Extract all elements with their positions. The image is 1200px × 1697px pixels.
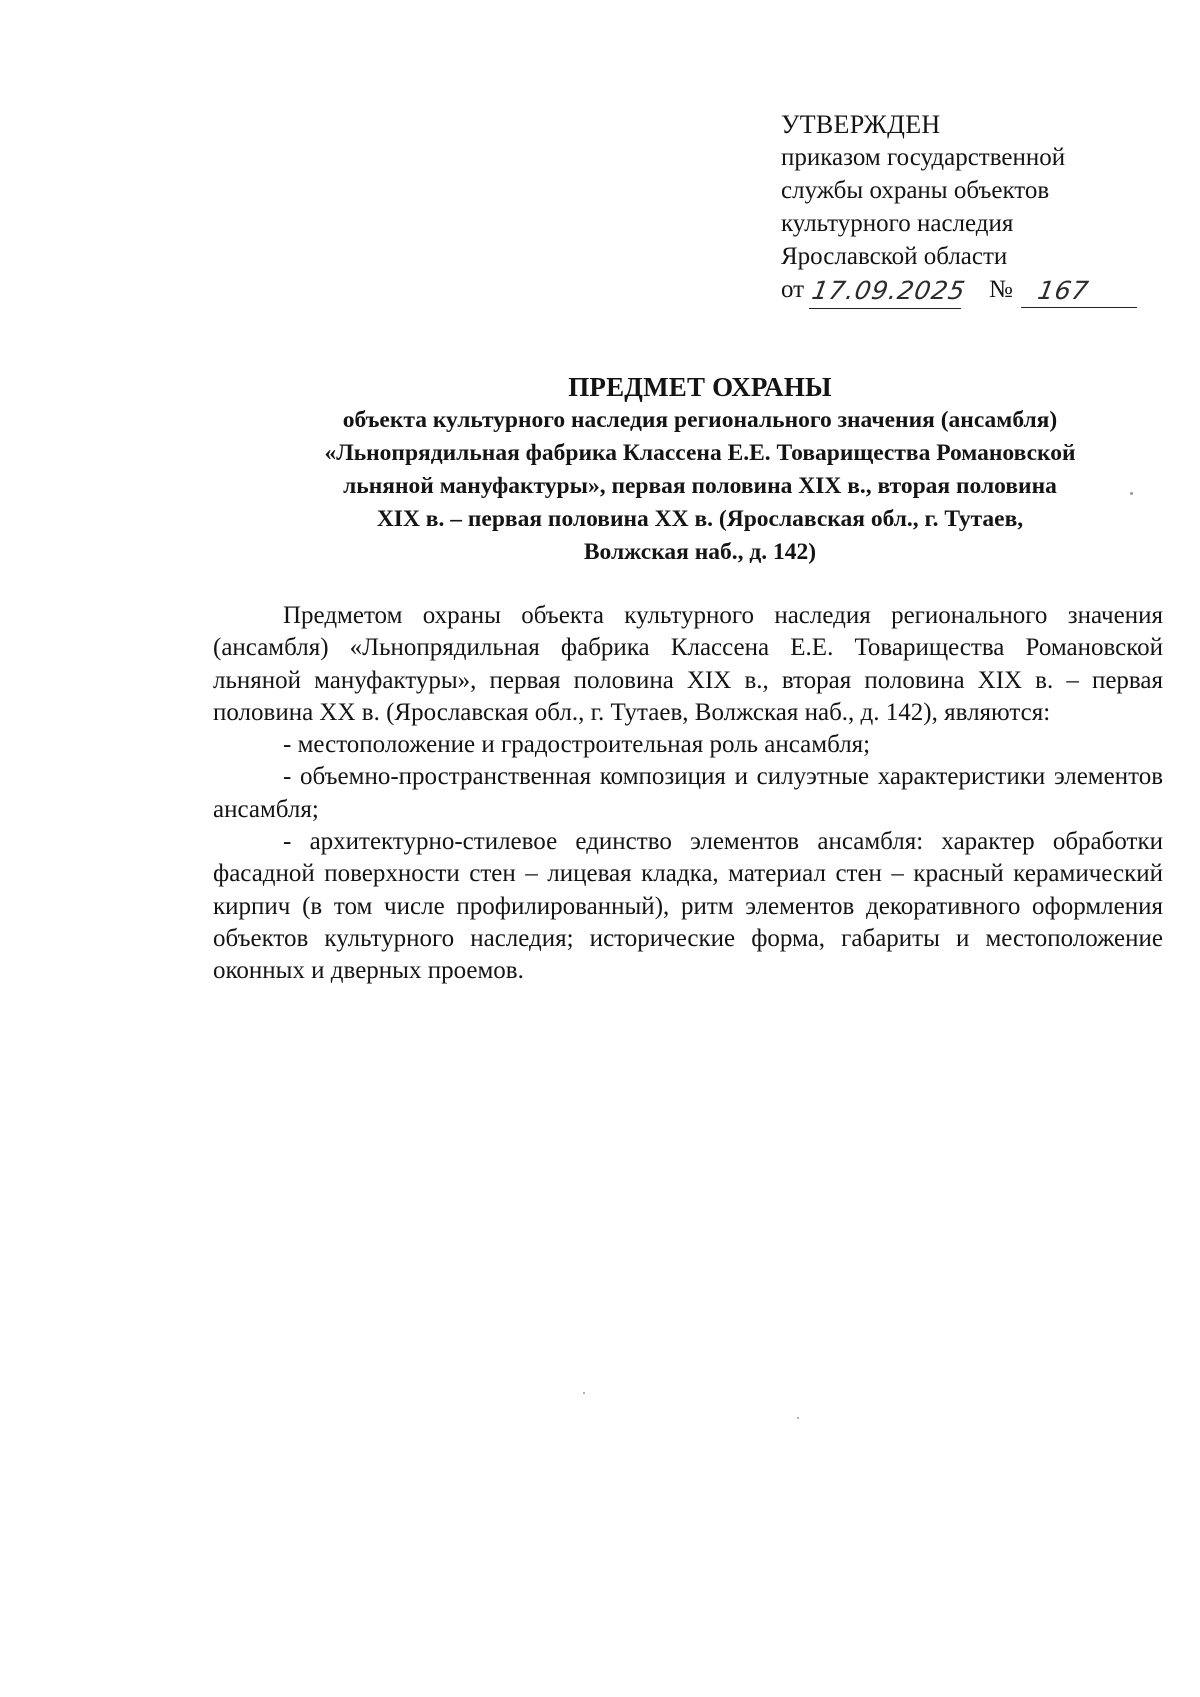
heading-line: Волжская наб., д. 142) xyxy=(583,539,817,565)
list-item: - объемно-пространственная композиция и силуэтные характеристики элементов ансамбля; xyxy=(213,763,1163,823)
approval-line: приказом государственной xyxy=(781,144,1066,171)
document-title: ПРЕДМЕТ ОХРАНЫ xyxy=(568,372,832,402)
heading-line: «Льнопрядильная фабрика Классена Е.Е. Товарищества Романовской xyxy=(324,440,1076,466)
scan-speck xyxy=(583,1392,585,1394)
heading-line: льняной мануфактуры», первая половина XIX в., вторая половина xyxy=(343,473,1057,499)
scan-speck xyxy=(1130,492,1133,495)
approval-date-line xyxy=(781,273,1141,306)
intro-paragraph: Предметом охраны объекта культурного наследия регионального значения (ансамбля) «Льнопрядильная фабрика Классена Е.Е. Товарищества Романовской льняной мануфактуры», первая половина XIX в., вторая половина XIX в. – первая половина XX в. (Ярославская обл., г. Тутаев, Волжская наб., д. 142), являются: xyxy=(213,602,1163,726)
handwritten-date: 17.09.2025 xyxy=(809,278,966,309)
scan-speck xyxy=(797,1417,799,1419)
approval-title: УТВЕРЖДЕН xyxy=(781,110,941,139)
approval-line: Ярославской области xyxy=(781,243,1008,270)
approval-line: культурного наследия xyxy=(781,210,1014,237)
document-heading xyxy=(200,370,1200,569)
list-item: - местоположение и градостроительная роль ансамбля; xyxy=(283,731,871,759)
approval-line: службы охраны объектов xyxy=(781,177,1050,204)
approval-stamp-block xyxy=(781,108,1141,306)
heading-line: объекта культурного наследия регионального значения (ансамбля) xyxy=(342,407,1058,433)
date-label: от xyxy=(781,276,805,303)
handwritten-number: 167 xyxy=(1021,278,1142,308)
document-body xyxy=(213,600,1163,988)
heading-line: XIX в. – первая половина XX в. (Ярославская обл., г. Тутаев, xyxy=(376,506,1024,532)
list-item: - архитектурно-стилевое единство элементов ансамбля: характер обработки фасадной поверхности стен – лицевая кладка, материал стен – красный керамический кирпич (в том числе профилированный), ритм элементов декоративного оформления объектов культурного наследия; исторические форма, габариты и местоположение оконных и дверных проемов. xyxy=(213,828,1163,985)
number-label: № xyxy=(989,276,1013,303)
